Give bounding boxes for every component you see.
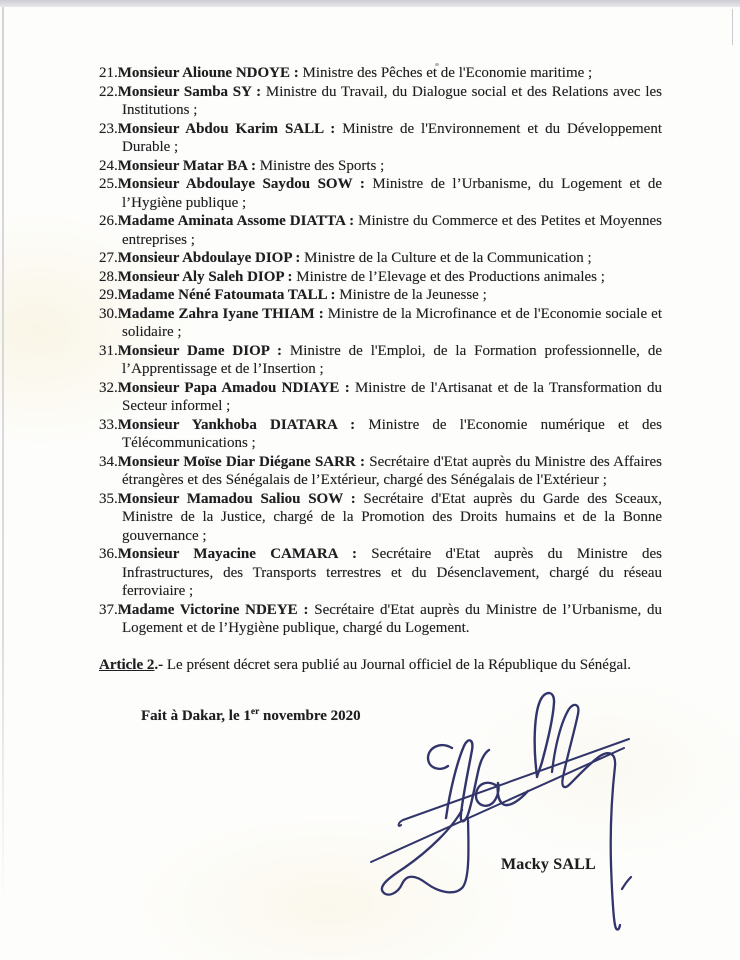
- entry-number: 36.: [99, 546, 118, 562]
- entry-separator: :: [323, 120, 343, 137]
- minister-entry: [99, 305, 662, 342]
- dateline: [141, 707, 662, 726]
- entry-role: Secrétaire d'Etat auprès du Garde des Sceaux, Ministre de la Justice, chargé de la Promotion des Droits humains et de la Bonne gouvernance ;: [122, 490, 662, 544]
- minister-entry: [99, 490, 662, 546]
- dateline-ordinal: er: [250, 707, 260, 717]
- entry-name: Monsieur Aly Saleh DIOP: [117, 268, 284, 285]
- entry-number: 30.: [99, 305, 118, 322]
- entry-name: Monsieur Mayacine CAMARA: [117, 546, 338, 562]
- ministers-list: [99, 64, 662, 638]
- minister-entry: [99, 416, 662, 453]
- article-2-text: Le présent décret sera publié au Journal officiel de la République du Sénégal.: [163, 656, 632, 673]
- entry-role: Ministre du Travail, du Dialogue social et des Relations avec les Institutions ;: [122, 83, 662, 118]
- entry-role: Ministre de l’Urbanisme, du Logement et de l’Hygiène publique ;: [122, 176, 663, 211]
- entry-name: Monsieur Abdou Karim SALL: [117, 120, 324, 137]
- entry-number: 24.: [99, 157, 118, 174]
- entry-separator: :: [355, 453, 370, 470]
- entry-role: Ministre de l'Economie numérique et des Télécommunications ;: [122, 416, 663, 451]
- entry-separator: :: [314, 305, 328, 322]
- entry-number: 34.: [99, 453, 118, 470]
- article-2-paragraph: [99, 656, 662, 675]
- entry-separator: :: [342, 490, 364, 507]
- entry-number: 35.: [99, 490, 118, 507]
- minister-entry: [99, 342, 662, 379]
- scan-edge-right: [732, 9, 733, 45]
- entry-separator: :: [251, 83, 266, 100]
- entry-name: Monsieur Samba SY: [117, 83, 252, 100]
- scan-edge-top: [0, 0, 740, 7]
- entry-number: 29.: [99, 287, 118, 303]
- scan-edge-left: [2, 7, 4, 907]
- entry-name: Madame Victorine NDEYE: [117, 601, 298, 618]
- article-2-label: Article 2: [99, 656, 155, 673]
- entry-number: 25.: [99, 176, 118, 192]
- entry-separator: :: [297, 601, 315, 618]
- dateline-prefix: Fait à Dakar, le 1: [141, 708, 251, 724]
- entry-name: Monsieur Dame DIOP: [117, 342, 270, 359]
- minister-entry: [99, 601, 662, 638]
- entry-separator: :: [290, 65, 303, 81]
- entry-name: Monsieur Mamadou Saliou SOW: [117, 490, 343, 507]
- minister-entry: [99, 379, 662, 416]
- entry-number: 33.: [99, 416, 118, 433]
- entry-separator: :: [283, 268, 297, 285]
- entry-name: Monsieur Matar BA: [117, 157, 248, 174]
- minister-entry: [99, 175, 662, 212]
- entry-role: Secrétaire d'Etat auprès du Ministre des Affaires étrangères et des Sénégalais de l’Extérieur, chargé des Sénégalais de l'Extérieur ;: [122, 453, 662, 488]
- entry-separator: :: [352, 176, 373, 192]
- entry-separator: :: [336, 416, 369, 433]
- entry-number: 37.: [99, 601, 118, 618]
- entry-name: Madame Zahra Iyane THIAM: [117, 305, 315, 322]
- entry-role: Ministre de la Culture et de la Communication ;: [304, 250, 592, 266]
- entry-role: Ministre de l'Environnement et du Développement Durable ;: [122, 120, 662, 155]
- minister-entry: [99, 157, 662, 176]
- entry-role: Secrétaire d'Etat auprès du Ministre des Infrastructures, des Transports terrestres et du Désenclavement, chargé du réseau ferroviaire ;: [122, 546, 663, 599]
- entry-separator: :: [269, 342, 290, 359]
- entry-number: 27.: [99, 250, 118, 266]
- minister-entry: [99, 83, 662, 120]
- minister-entry: [99, 120, 662, 157]
- entry-number: 31.: [99, 342, 118, 359]
- minister-entry: [99, 64, 662, 83]
- entry-name: Monsieur Alioune NDOYE: [117, 65, 290, 81]
- minister-entry: [99, 249, 662, 268]
- entry-separator: :: [326, 287, 340, 303]
- entry-separator: :: [337, 546, 372, 562]
- entry-role: Ministre de l’Elevage et des Productions animales ;: [296, 268, 605, 285]
- entry-name: Monsieur Papa Amadou NDIAYE: [117, 379, 340, 396]
- entry-number: 32.: [99, 379, 118, 396]
- minister-entry: [99, 453, 662, 490]
- entry-role: Ministre du Commerce et des Petites et Moyennes entreprises ;: [122, 213, 662, 248]
- entry-number: 21.: [99, 65, 118, 81]
- entry-role: Ministre de la Microfinance et de l'Economie sociale et solidaire ;: [122, 305, 662, 340]
- minister-entry: [99, 286, 662, 305]
- signatory-name: Macky SALL: [501, 856, 596, 873]
- entry-separator: :: [247, 157, 260, 174]
- decree-body: [99, 64, 662, 726]
- entry-name: Madame Néné Fatoumata TALL: [117, 287, 327, 303]
- entry-role: Secrétaire d'Etat auprès du Ministre de l’Urbanisme, du Logement et de l’Hygiène publique, chargé du Logement.: [122, 601, 662, 636]
- entry-name: Monsieur Abdoulaye DIOP: [117, 250, 292, 266]
- minister-entry: [99, 268, 662, 287]
- entry-role: Ministre des Pêches et de l'Economie maritime ;: [302, 65, 593, 81]
- entry-number: 28.: [99, 268, 118, 285]
- dateline-suffix: novembre 2020: [259, 708, 361, 724]
- entry-number: 23.: [99, 120, 118, 137]
- entry-name: Monsieur Abdoulaye Saydou SOW: [117, 176, 353, 192]
- entry-number: 22.: [99, 83, 118, 100]
- entry-role: Ministre de la Jeunesse ;: [339, 287, 487, 303]
- entry-separator: :: [345, 213, 359, 229]
- entry-name: Monsieur Yankhoba DIATARA: [117, 416, 337, 433]
- entry-name: Monsieur Moïse Diar Diégane SARR: [117, 453, 356, 470]
- minister-entry: [99, 545, 662, 601]
- entry-separator: :: [339, 379, 355, 396]
- entry-number: 26.: [99, 213, 118, 229]
- entry-name: Madame Aminata Assome DIATTA: [117, 213, 346, 229]
- entry-role: Ministre de l'Emploi, de la Formation professionnelle, de l’Apprentissage et de l’Insertion ;: [122, 342, 662, 377]
- entry-role: Ministre de l'Artisanat et de la Transformation du Secteur informel ;: [122, 379, 662, 414]
- minister-entry: [99, 212, 662, 249]
- article-2-suffix: .-: [154, 656, 164, 673]
- entry-separator: :: [291, 250, 305, 266]
- entry-role: Ministre des Sports ;: [259, 157, 385, 174]
